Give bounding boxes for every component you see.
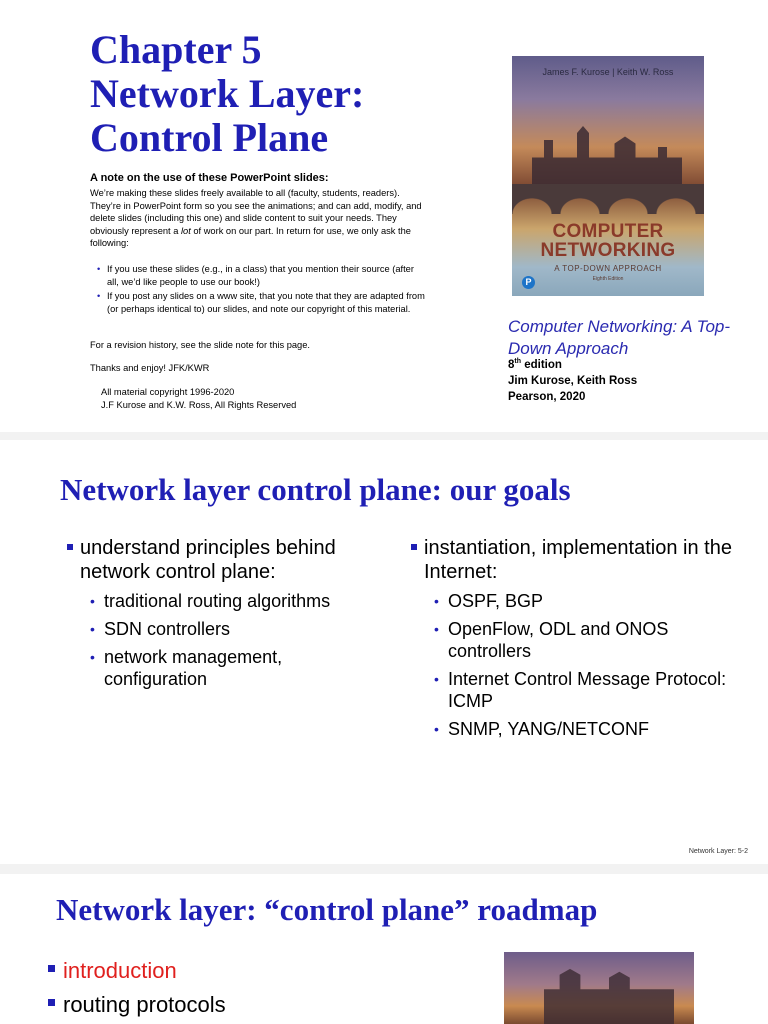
goal-sub-list [434, 590, 750, 740]
thanks-note: Thanks and enjoy! JFK/KWR [90, 363, 210, 373]
book-cover-edition: Eighth Edition [592, 276, 624, 282]
goal-sub-item [434, 718, 750, 740]
slide-divider [0, 432, 768, 440]
roadmap-item [48, 954, 226, 988]
bullet-icon: • [97, 291, 101, 302]
bridge-arches-illustration [512, 196, 704, 214]
goal-main-bullet [66, 536, 376, 584]
book-caption-publisher: Pearson, 2020 [508, 391, 586, 403]
book-caption-authors: Jim Kurose, Keith Ross [508, 375, 638, 387]
goal-sub-list [90, 590, 376, 690]
square-bullet-icon [67, 544, 73, 550]
goal-sub-text: SNMP, YANG/NETCONF [448, 719, 650, 739]
goal-sub-item [434, 668, 750, 712]
goal-main-text: understand principles behind network control plane: [80, 537, 336, 583]
roadmap-item-label: introduction [63, 958, 177, 983]
edition-number: 8 [508, 358, 515, 371]
chapter-title [90, 28, 364, 160]
square-bullet-icon [411, 544, 417, 550]
bullet-icon: • [90, 649, 95, 665]
usage-note-item [97, 263, 427, 288]
square-bullet-icon [48, 999, 55, 1006]
revision-note: For a revision history, see the slide note for this page. [90, 340, 310, 350]
copyright-line: All material copyright 1996-2020 [101, 387, 235, 397]
edition-suffix: th [514, 358, 522, 365]
publisher-logo-icon: P [522, 276, 535, 289]
goal-sub-item [90, 646, 376, 690]
roadmap-list [48, 954, 226, 1022]
goal-main-text: instantiation, implementation in the Internet: [424, 537, 732, 583]
slide-number: Network Layer: 5-2 [688, 848, 748, 855]
usage-note-item [97, 290, 427, 315]
bullet-icon: • [434, 621, 439, 637]
copyright-line: J.F Kurose and K.W. Ross, All Rights Reserved [101, 399, 297, 410]
roadmap-item [48, 988, 226, 1022]
goal-sub-text: OSPF, BGP [448, 591, 544, 611]
chapter-title-line: Control Plane [90, 115, 329, 160]
goal-sub-text: OpenFlow, ODL and ONOS controllers [448, 619, 669, 661]
goals-right-column [410, 536, 750, 746]
chapter-title-line: Network Layer: [90, 71, 365, 116]
slide-title: Network layer: “control plane” roadmap [56, 892, 598, 927]
usage-note-list [97, 263, 427, 317]
bullet-icon: • [90, 621, 95, 637]
copyright-note [101, 386, 296, 411]
goal-sub-item [434, 618, 750, 662]
bullet-icon: • [434, 593, 439, 609]
book-caption-title: Computer Networking: A Top-Down Approach [508, 317, 731, 358]
book-cover-title-line: NETWORKING [540, 240, 676, 261]
usage-note-item-text: If you use these slides (e.g., in a class) that you mention their source (after all, we’d like people to use our book!) [107, 264, 414, 287]
goals-left-column [66, 536, 376, 696]
title-slide [0, 0, 768, 430]
slide-divider [0, 864, 768, 874]
goal-main-bullet [410, 536, 750, 584]
bullet-icon: • [434, 721, 439, 737]
goal-sub-item [90, 590, 376, 612]
castle-photo [504, 952, 694, 1024]
usage-note-item-text: If you post any slides on a www site, that you note that they are adapted from (or perhaps identical to) our slides, and note our copyright of this material. [107, 291, 425, 314]
book-cover-image [512, 56, 704, 296]
usage-note-body: We’re making these slides freely available to all (faculty, students, readers). They’re in PowerPoint form so you see the animations; and can add, modify, and delete slides (including this one) and slide content to suit your needs. They obviously represent a lot of work on our part. In return for use, we only ask the following: [90, 188, 422, 249]
book-cover-authors: James F. Kurose | Keith W. Ross [542, 67, 674, 77]
bullet-icon: • [90, 593, 95, 609]
goals-slide [0, 444, 768, 864]
chapter-title-line: Chapter 5 [90, 27, 262, 72]
bullet-icon: • [97, 264, 101, 274]
goal-sub-text: SDN controllers [104, 619, 231, 639]
usage-note-heading: A note on the use of these PowerPoint slides: [90, 172, 329, 184]
goal-sub-text: traditional routing algorithms [104, 591, 331, 611]
book-cover-title [512, 222, 704, 260]
edition-word: edition [521, 358, 562, 371]
roadmap-slide [0, 874, 768, 1024]
book-cover-subtitle: A TOP-DOWN APPROACH [554, 264, 662, 273]
goal-sub-text: Internet Control Message Protocol: ICMP [448, 669, 727, 711]
bullet-icon: • [434, 671, 439, 687]
goal-sub-item [434, 590, 750, 612]
castle-illustration [544, 966, 674, 1024]
book-caption-edition [508, 358, 562, 371]
goal-sub-text: network management, configuration [104, 647, 283, 689]
slide-title: Network layer control plane: our goals [60, 472, 571, 507]
book-cover-title-line: COMPUTER [552, 221, 664, 242]
square-bullet-icon [48, 965, 55, 972]
goal-sub-item [90, 618, 376, 640]
roadmap-item-label: routing protocols [63, 992, 226, 1017]
